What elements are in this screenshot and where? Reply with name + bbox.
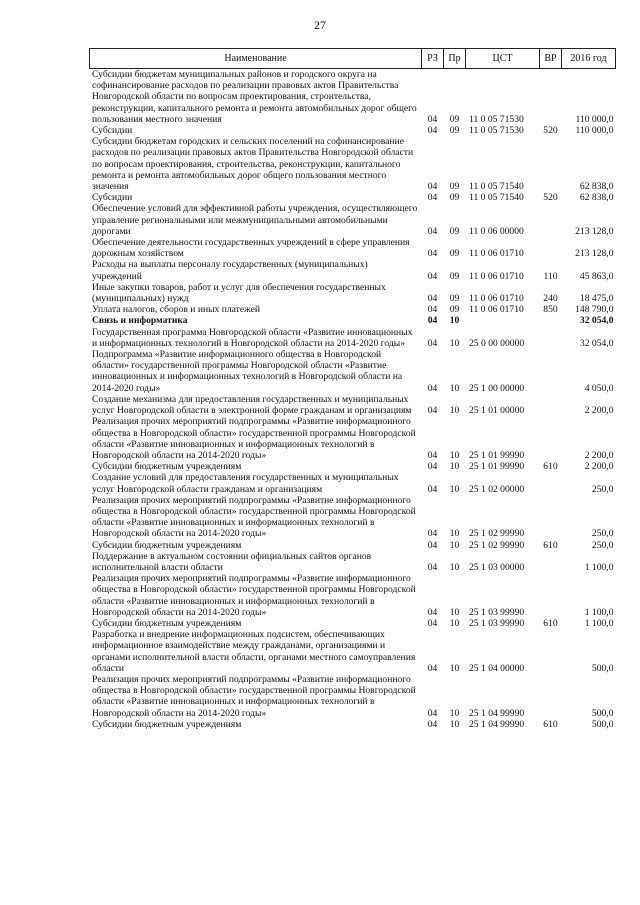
- cell-pr: 09: [449, 293, 460, 305]
- table-row: [90, 416, 616, 461]
- cell-sum: 32 054,0: [579, 315, 614, 327]
- cell-name: Субсидии бюджетным учреждениям: [92, 461, 242, 473]
- cell-name: Реализация прочих мероприятий подпрограммы «Развитие информационного общества в Новгородской области» государственной программы Новгородской области «Развитие инновационных и информационных технологий в Новгородской области на 2014-2020 годы»: [92, 573, 416, 618]
- budget-table: [89, 48, 616, 730]
- cell-vr: [540, 315, 562, 326]
- header-pr: Пр: [444, 49, 466, 69]
- cell-rz: 04: [427, 270, 438, 282]
- cell-vr: [540, 327, 562, 349]
- page-number: 27: [314, 18, 326, 32]
- cell-pr: 09: [449, 304, 460, 316]
- cell-cst: 25 1 01 99990: [469, 449, 525, 461]
- cell-vr: [540, 629, 562, 674]
- header-rz: РЗ: [422, 49, 444, 69]
- cell-rz: 04: [427, 561, 438, 573]
- table-row: [90, 125, 616, 136]
- table-row: [90, 69, 616, 126]
- table-row: [90, 203, 616, 237]
- cell-name: Реализация прочих мероприятий подпрограммы «Развитие информационного общества в Новгородской области» государственной программы Новгородской области «Развитие инновационных и информационных технологий в Новгородской области на 2014-2020 годы»: [92, 673, 416, 719]
- cell-cst: 25 1 04 00000: [469, 662, 525, 674]
- cell-sum: 4 050,0: [584, 382, 614, 394]
- cell-sum: 500,0: [591, 707, 614, 719]
- cell-vr: [540, 416, 562, 461]
- cell-pr: 10: [449, 449, 460, 461]
- cell-sum: 250,0: [591, 539, 614, 551]
- cell-name: Реализация прочих мероприятий подпрограммы «Развитие информационного общества в Новгородской области» государственной программы Новгородской области «Развитие инновационных и информационных технологий в Новгородской области на 2014-2020 годы»: [92, 416, 416, 461]
- cell-name: Связь и информатика: [92, 315, 188, 327]
- cell-sum: 2 200,0: [584, 461, 614, 473]
- cell-name: Субсидии бюджетам муниципальных районов и городского округа на софинансирование расходов по реализации правовых актов Правительства Новгородской области по вопросам проектирования, строительства, реконструкции, капитального ремонта и ремонта автомобильных дорог общего пользования местного значения: [92, 69, 417, 125]
- header-cst: ЦСТ: [466, 49, 540, 69]
- cell-vr: 610: [543, 539, 558, 551]
- cell-cst: 25 1 01 99990: [469, 461, 525, 473]
- cell-sum: 45 863,0: [579, 270, 614, 282]
- cell-pr: 10: [449, 606, 460, 618]
- cell-sum: 250,0: [591, 483, 614, 495]
- table-row: [90, 304, 616, 315]
- cell-rz: 04: [427, 337, 438, 349]
- cell-pr: 09: [449, 225, 460, 237]
- cell-sum: 62 838,0: [579, 192, 614, 204]
- table-row: [90, 192, 616, 203]
- cell-name: Обеспечение деятельности государственных учреждений в сфере управления дорожным хозяйством: [92, 237, 410, 260]
- cell-name: Иные закупки товаров, работ и услуг для обеспечения государственных (муниципальных) нужд: [92, 281, 386, 305]
- cell-rz: 04: [427, 192, 438, 204]
- cell-vr: 520: [543, 192, 558, 204]
- cell-vr: 240: [543, 293, 558, 305]
- cell-rz: 04: [427, 181, 438, 193]
- cell-sum: 2 200,0: [584, 449, 614, 461]
- cell-sum: 62 838,0: [579, 181, 614, 193]
- cell-rz: 04: [427, 125, 438, 137]
- cell-pr: 10: [449, 561, 460, 573]
- table-row: [90, 315, 616, 326]
- cell-rz: 04: [427, 539, 438, 551]
- cell-rz: 04: [427, 606, 438, 618]
- cell-sum: 110 000,0: [575, 125, 614, 137]
- cell-vr: [540, 349, 562, 394]
- cell-name: Расходы на выплаты персоналу государственных (муниципальных) учреждений: [92, 259, 368, 282]
- cell-cst: 25 0 00 00000: [469, 337, 525, 349]
- table-row: [90, 136, 616, 192]
- cell-pr: 10: [449, 405, 460, 417]
- table-row: [90, 551, 616, 573]
- cell-rz: 04: [427, 225, 438, 237]
- cell-cst: 25 1 04 99990: [469, 718, 525, 730]
- cell-sum: 2 200,0: [584, 405, 614, 417]
- cell-sum: 500,0: [591, 662, 614, 674]
- header-sum: 2016 год: [562, 49, 616, 69]
- table-row: [90, 495, 616, 540]
- cell-rz: 04: [427, 113, 438, 125]
- cell-vr: [540, 136, 562, 192]
- cell-name: Разработка и внедрение информационных подсистем, обеспечивающих информационное взаимодействие между гражданами, организациями и органами исполнительной власти области, органами местного самоуправления области: [92, 629, 416, 674]
- cell-sum: 32 054,0: [579, 337, 614, 349]
- header-name: Наименование: [90, 49, 422, 69]
- cell-name: Субсидии бюджетным учреждениям: [92, 539, 242, 551]
- cell-vr: 610: [543, 718, 558, 730]
- cell-sum: 213 128,0: [575, 248, 614, 260]
- cell-cst: 25 1 03 99990: [469, 617, 525, 629]
- cell-cst: 11 0 05 71540: [469, 192, 524, 204]
- table-row: [90, 461, 616, 472]
- cell-cst: 25 1 02 00000: [469, 483, 525, 495]
- cell-rz: 04: [427, 382, 438, 394]
- cell-pr: 10: [449, 539, 460, 551]
- cell-cst: 25 1 01 00000: [469, 405, 525, 417]
- cell-rz: 04: [427, 528, 438, 540]
- cell-vr: [540, 69, 562, 126]
- cell-pr: 09: [449, 113, 460, 125]
- cell-name: Создание условий для предоставления государственных и муниципальных услуг Новгородской области гражданам и организациям: [92, 472, 399, 495]
- cell-cst: [466, 315, 540, 326]
- header-vr: ВР: [540, 49, 562, 69]
- cell-cst: 25 1 03 00000: [469, 561, 525, 573]
- cell-rz: 04: [427, 293, 438, 305]
- table-row: [90, 327, 616, 349]
- cell-sum: 1 100,0: [584, 561, 614, 573]
- table-row: [90, 259, 616, 281]
- cell-rz: 04: [427, 405, 438, 417]
- cell-vr: [540, 203, 562, 237]
- cell-cst: 25 1 02 99990: [469, 528, 525, 540]
- cell-rz: 04: [427, 461, 438, 473]
- cell-pr: 10: [449, 707, 460, 719]
- cell-rz: 04: [427, 662, 438, 674]
- cell-vr: [540, 237, 562, 259]
- cell-pr: 09: [449, 125, 460, 137]
- cell-sum: 500,0: [591, 718, 614, 730]
- cell-cst: 11 0 06 01710: [469, 293, 524, 305]
- cell-vr: [540, 472, 562, 494]
- cell-name: Субсидии: [92, 125, 133, 137]
- cell-vr: [540, 394, 562, 416]
- cell-sum: 250,0: [591, 528, 614, 540]
- cell-pr: 10: [449, 315, 460, 327]
- cell-rz: 04: [427, 315, 438, 327]
- cell-sum: 148 790,0: [575, 304, 614, 316]
- cell-pr: 10: [449, 337, 460, 349]
- table-row: [90, 237, 616, 259]
- table-row: [90, 540, 616, 551]
- cell-rz: 04: [427, 707, 438, 719]
- cell-sum: 213 128,0: [575, 225, 614, 237]
- table-row: [90, 282, 616, 304]
- cell-name: Уплата налогов, сборов и иных платежей: [92, 304, 261, 316]
- cell-pr: 10: [449, 483, 460, 495]
- cell-rz: 04: [427, 617, 438, 629]
- cell-vr: [540, 674, 562, 719]
- cell-rz: 04: [427, 248, 438, 260]
- cell-vr: 610: [543, 617, 558, 629]
- cell-cst: 25 1 02 99990: [469, 539, 525, 551]
- cell-sum: 1 100,0: [584, 606, 614, 618]
- cell-vr: 520: [543, 125, 558, 137]
- cell-cst: 11 0 05 71530: [469, 125, 524, 137]
- cell-name: Субсидии бюджетным учреждениям: [92, 617, 242, 629]
- cell-vr: 850: [543, 304, 558, 316]
- cell-cst: 25 1 00 00000: [469, 382, 525, 394]
- cell-pr: 10: [449, 382, 460, 394]
- cell-vr: 110: [543, 270, 558, 282]
- table-row: [90, 618, 616, 629]
- cell-sum: 110 000,0: [575, 113, 614, 125]
- cell-name: Субсидии бюджетам городских и сельских поселений на софинансирование расходов по реализации правовых актов Правительства Новгородской области по вопросам проектирования, строительства, реконструкции, капитального ремонта и ремонта автомобильных дорог общего пользования местного значения: [92, 136, 414, 193]
- cell-sum: 18 475,0: [579, 293, 614, 305]
- cell-vr: [540, 495, 562, 540]
- table-row: [90, 719, 616, 730]
- cell-name: Подпрограмма «Развитие информационного общества в Новгородской области» государственной программы Новгородской области «Развитие инновационных и информационных технологий в Новгородской области на 2014-2020 годы»: [92, 349, 403, 394]
- cell-name: Реализация прочих мероприятий подпрограммы «Развитие информационного общества в Новгородской области» государственной программы Новгородской области «Развитие инновационных и информационных технологий в Новгородской области на 2014-2020 годы»: [92, 494, 416, 540]
- cell-cst: 25 1 04 99990: [469, 707, 525, 719]
- cell-name: Субсидии: [92, 192, 133, 204]
- cell-pr: 09: [449, 248, 460, 260]
- cell-rz: 04: [427, 449, 438, 461]
- cell-name: Государственная программа Новгородской области «Развитие инновационных и информационных технологий в Новгородской области на 2014-2020 годы»: [92, 326, 413, 349]
- table-row: [90, 573, 616, 618]
- cell-pr: 10: [449, 617, 460, 629]
- table-row: [90, 394, 616, 416]
- cell-pr: 09: [449, 192, 460, 204]
- table-row: [90, 674, 616, 719]
- cell-cst: 11 0 05 71530: [469, 113, 524, 125]
- cell-cst: 11 0 05 71540: [469, 181, 524, 193]
- cell-pr: 10: [449, 461, 460, 473]
- cell-vr: [540, 573, 562, 618]
- table-row: [90, 629, 616, 674]
- cell-name: Создание механизма для предоставления государственных и муниципальных услуг Новгородской области в электронной форме гражданам и организациям: [92, 393, 412, 417]
- cell-pr: 10: [449, 718, 460, 730]
- cell-rz: 04: [427, 483, 438, 495]
- cell-cst: 11 0 06 01710: [469, 248, 524, 260]
- table-body: [90, 69, 616, 730]
- cell-name: Поддержание в актуальном состоянии официальных сайтов органов исполнительной власти области: [92, 550, 372, 573]
- cell-vr: [540, 551, 562, 573]
- table-row: [90, 472, 616, 494]
- cell-cst: 25 1 03 99990: [469, 606, 525, 618]
- cell-pr: 09: [449, 270, 460, 282]
- cell-pr: 09: [449, 181, 460, 193]
- cell-cst: 11 0 06 01710: [469, 304, 524, 316]
- cell-cst: 11 0 06 00000: [469, 225, 524, 237]
- cell-rz: 04: [427, 304, 438, 316]
- cell-name: Субсидии бюджетным учреждениям: [92, 718, 242, 730]
- cell-rz: 04: [427, 718, 438, 730]
- table-row: [90, 349, 616, 394]
- cell-pr: 10: [449, 528, 460, 540]
- cell-cst: 11 0 06 01710: [469, 270, 524, 282]
- cell-vr: 610: [543, 461, 558, 473]
- cell-pr: 10: [449, 662, 460, 674]
- table-header-row: [90, 49, 616, 69]
- cell-sum: 1 100,0: [584, 617, 614, 629]
- cell-name: Обеспечение условий для эффективной работы учреждения, осуществляющего управление региональными или межмуниципальными автомобильными дорогами: [92, 203, 418, 237]
